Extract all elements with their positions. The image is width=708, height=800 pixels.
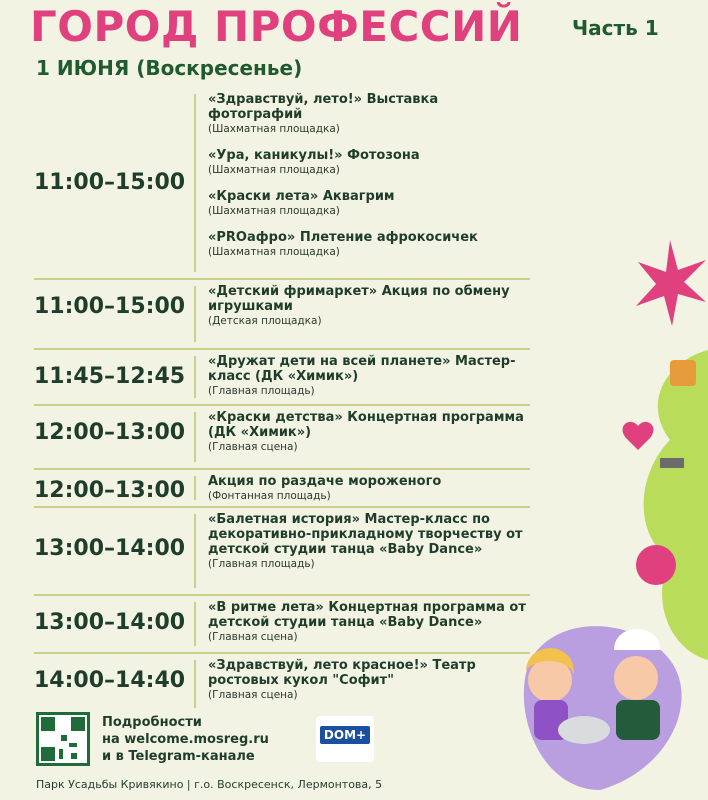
event-item (208, 354, 530, 398)
event-item (208, 148, 530, 177)
event-title: «Балетная история» Мастер-класс по декоративно-прикладному творчеству от детской студии танца «Baby Dance» (208, 512, 523, 557)
dom-logo (316, 716, 374, 762)
schedule-row (34, 596, 530, 654)
divider (194, 412, 196, 462)
time-slot: 12:00–13:00 (34, 478, 186, 503)
event-title: «PROафро» Плетение афрокосичек (208, 230, 478, 245)
event-title: «Здравствуй, лето!» Выставка фотографий (208, 92, 439, 122)
part-label: Часть 1 (572, 16, 659, 40)
oven-mitt-icon (670, 360, 696, 386)
qr-code-icon[interactable] (36, 712, 90, 766)
footer-line-2[interactable]: на welcome.mosreg.ru (102, 732, 269, 747)
event-title: Акция по раздаче мороженого (208, 474, 442, 489)
schedule (34, 88, 530, 714)
event-item (208, 658, 530, 702)
event-title: «В ритме лета» Концертная программа от детской студии танца «Baby Dance» (208, 600, 526, 630)
schedule-row (34, 350, 530, 406)
event-item (208, 512, 530, 571)
event-title: «Детский фримаркет» Акция по обмену игрушками (208, 284, 510, 314)
green-blob (644, 350, 708, 660)
schedule-row (34, 654, 530, 714)
divider (194, 356, 196, 398)
children-illustration (520, 230, 708, 800)
event-item (208, 600, 530, 644)
schedule-row (34, 88, 530, 280)
divider (194, 602, 196, 646)
event-item (208, 410, 530, 454)
event-location: (Шахматная площадка) (208, 123, 340, 135)
time-slot: 11:00–15:00 (34, 170, 186, 195)
time-slot: 12:00–13:00 (34, 420, 186, 445)
event-location: (Главная площадь) (208, 385, 315, 397)
event-title: «Здравствуй, лето красное!» Театр ростовых кукол "Софит" (208, 658, 476, 688)
time-slot: 13:00–14:00 (34, 610, 186, 635)
divider (194, 286, 196, 342)
event-location: (Фонтанная площадь) (208, 490, 331, 502)
event-title: «Ура, каникулы!» Фотозона (208, 148, 420, 163)
divider (194, 476, 196, 500)
event-location: (Шахматная площадка) (208, 205, 340, 217)
hammer-icon (660, 458, 684, 468)
event-location: (Шахматная площадка) (208, 246, 340, 258)
address: Парк Усадьбы Кривякино | г.о. Воскресенск, Лермонтова, 5 (36, 778, 383, 791)
divider (194, 94, 196, 272)
event-item (208, 284, 530, 328)
event-item (208, 92, 530, 136)
footer-line-3: и в Telegram-канале (102, 749, 255, 764)
schedule-row (34, 406, 530, 470)
event-location: (Шахматная площадка) (208, 164, 340, 176)
event-location: (Главная сцена) (208, 441, 298, 453)
event-item (208, 230, 530, 259)
event-title: «Дружат дети на всей планете» Мастер-класс (ДК «Химик») (208, 354, 516, 384)
event-item (208, 189, 530, 218)
footer-info (102, 714, 269, 765)
event-date: 1 ИЮНЯ (Воскресенье) (36, 56, 303, 80)
event-location: (Главная площадь) (208, 558, 315, 570)
divider (194, 514, 196, 588)
time-slot: 11:45–12:45 (34, 364, 186, 389)
time-slot: 14:00–14:40 (34, 668, 186, 693)
heart-icon (623, 422, 654, 450)
time-slot: 13:00–14:00 (34, 536, 186, 561)
event-location: (Главная сцена) (208, 631, 298, 643)
page-title: ГОРОД ПРОФЕССИЙ (30, 2, 523, 51)
pink-star-icon (636, 240, 706, 326)
dom-logo-text: DOM+ (320, 726, 370, 744)
event-location: (Детская площадка) (208, 315, 322, 327)
pan-icon (636, 545, 676, 585)
footer-line-1: Подробности (102, 715, 202, 730)
boy-face (614, 656, 658, 700)
divider (194, 660, 196, 708)
footer (36, 712, 456, 772)
schedule-row (34, 280, 530, 350)
schedule-row (34, 508, 530, 596)
event-item (208, 474, 530, 503)
cloche-icon (558, 716, 610, 744)
event-title: «Краски лета» Аквагрим (208, 189, 395, 204)
time-slot: 11:00–15:00 (34, 294, 186, 319)
schedule-row (34, 470, 530, 508)
event-location: (Главная сцена) (208, 689, 298, 701)
event-title: «Краски детства» Концертная программа (ДК «Химик») (208, 410, 524, 440)
